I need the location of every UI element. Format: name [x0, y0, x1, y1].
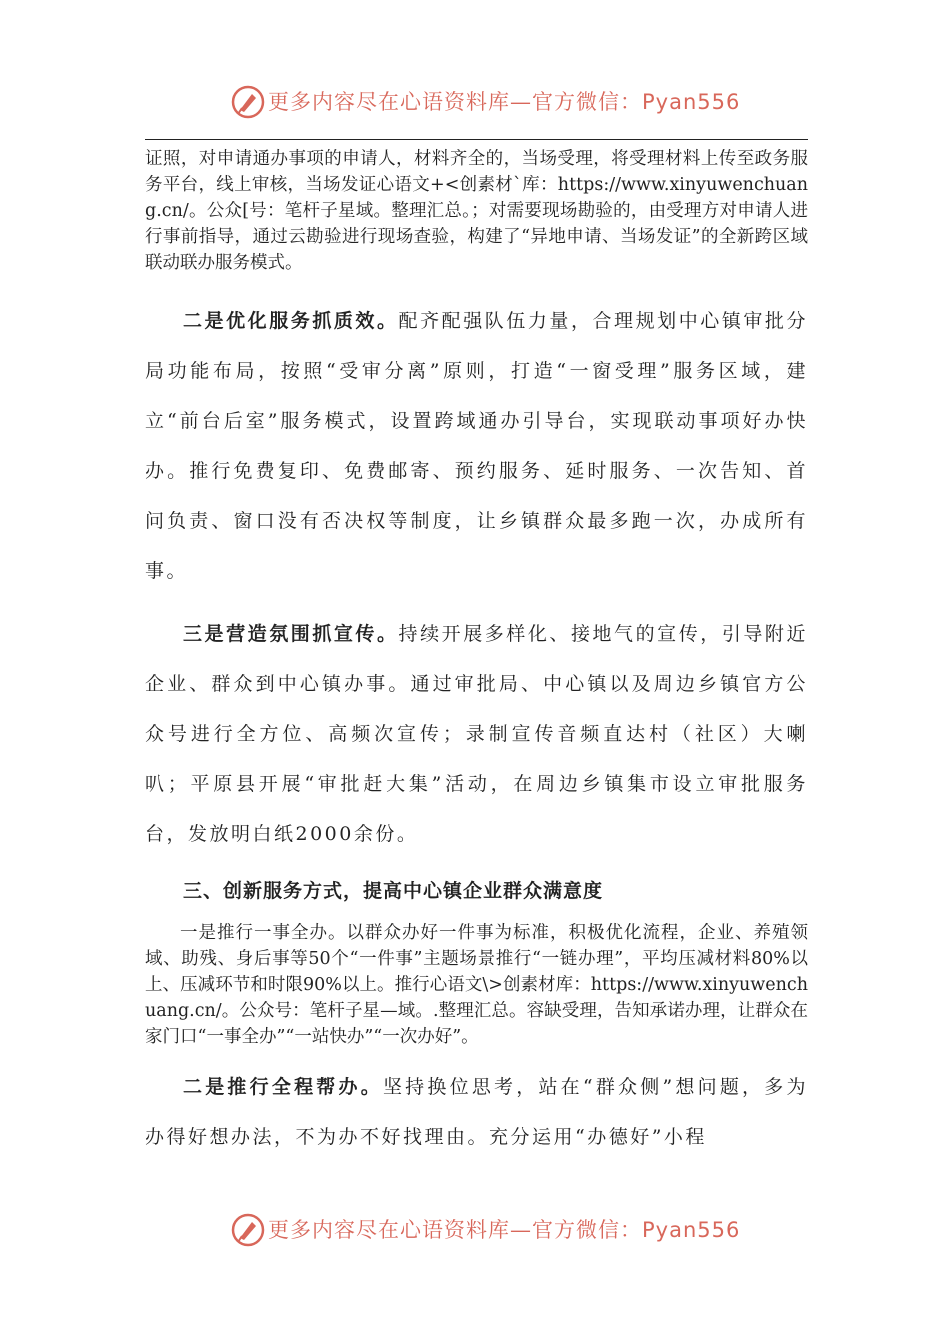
paragraph-5-lead: 二是推行全程帮办。	[183, 1076, 383, 1098]
paragraph-1: 证照，对申请通办事项的申请人，材料齐全的，当场受理，将受理材料上传至政务服务平台，线上审核，当场发证心语文+<创素材`库：https://www.xinyuwenchuang.cn/。公众[号：笔杆子星域。整理汇总。；对需要现场勘验的，由受理方对申请人进行事前指导，通过云勘验进行现场查验，构建了“异地申请、当场发证”的全新跨区域联动联办服务模式。	[145, 149, 808, 273]
header-wechat-id: Pyan556	[642, 90, 741, 114]
paragraph-3	[145, 609, 808, 859]
paragraph-2	[145, 296, 808, 596]
paragraph-2-body: 配齐配强队伍力量，合理规划中心镇审批分局功能布局，按照“受审分离”原则，打造“一窗受理”服务区域，建立“前台后室”服务模式，设置跨域通办引导台，实现联动事项好办快办。推行免费复印、免费邮寄、预约服务、延时服务、一次告知、首问负责、窗口没有否决权等制度，让乡镇群众最多跑一次，办成所有事。	[145, 310, 808, 582]
document-body	[145, 146, 808, 1162]
footer-banner-label: 更多内容尽在心语资料库—官方微信：	[268, 1218, 642, 1242]
footer-wechat-id: Pyan556	[642, 1218, 741, 1242]
pen-nib-logo-icon	[230, 84, 266, 120]
pen-nib-logo-icon	[230, 1212, 266, 1248]
footer-banner-text	[268, 1214, 740, 1244]
header-divider	[145, 139, 808, 140]
section-heading-3: 三、创新服务方式，提高中心镇企业群众满意度	[183, 880, 604, 902]
paragraph-3-lead: 三是营造氛围抓宣传。	[183, 623, 399, 645]
footer-banner	[0, 1210, 950, 1250]
header-banner	[0, 82, 950, 122]
paragraph-5-body: 坚持换位思考，站在“群众侧”想问题，多为办得好想办法，不为办不好找理由。充分运用“办德好”小程	[145, 1076, 808, 1148]
header-banner-text	[268, 86, 740, 116]
paragraph-5	[145, 1062, 808, 1162]
paragraph-2-lead: 二是优化服务抓质效。	[183, 310, 399, 332]
paragraph-3-body: 持续开展多样化、接地气的宣传，引导附近企业、群众到中心镇办事。通过审批局、中心镇以及周边乡镇官方公众号进行全方位、高频次宣传；录制宣传音频直达村（社区）大喇叭；平原县开展“审批赶大集”活动，在周边乡镇集市设立审批服务台，发放明白纸2000余份。	[145, 623, 808, 845]
paragraph-4: 一是推行一事全办。以群众办好一件事为标准，积极优化流程，企业、养殖领域、助残、身后事等50个“一件事”主题场景推行“一链办理”，平均压减材料80%以上、压减环节和时限90%以上。推行心语文\>创素材库：https://www.xinyuwenchuang.cn/。公众号：笔杆子星—域。.整理汇总。容缺受理，告知承诺办理，让群众在家门口“一事全办”“一站快办”“一次办好”。	[145, 923, 808, 1047]
header-banner-label: 更多内容尽在心语资料库—官方微信：	[268, 90, 642, 114]
